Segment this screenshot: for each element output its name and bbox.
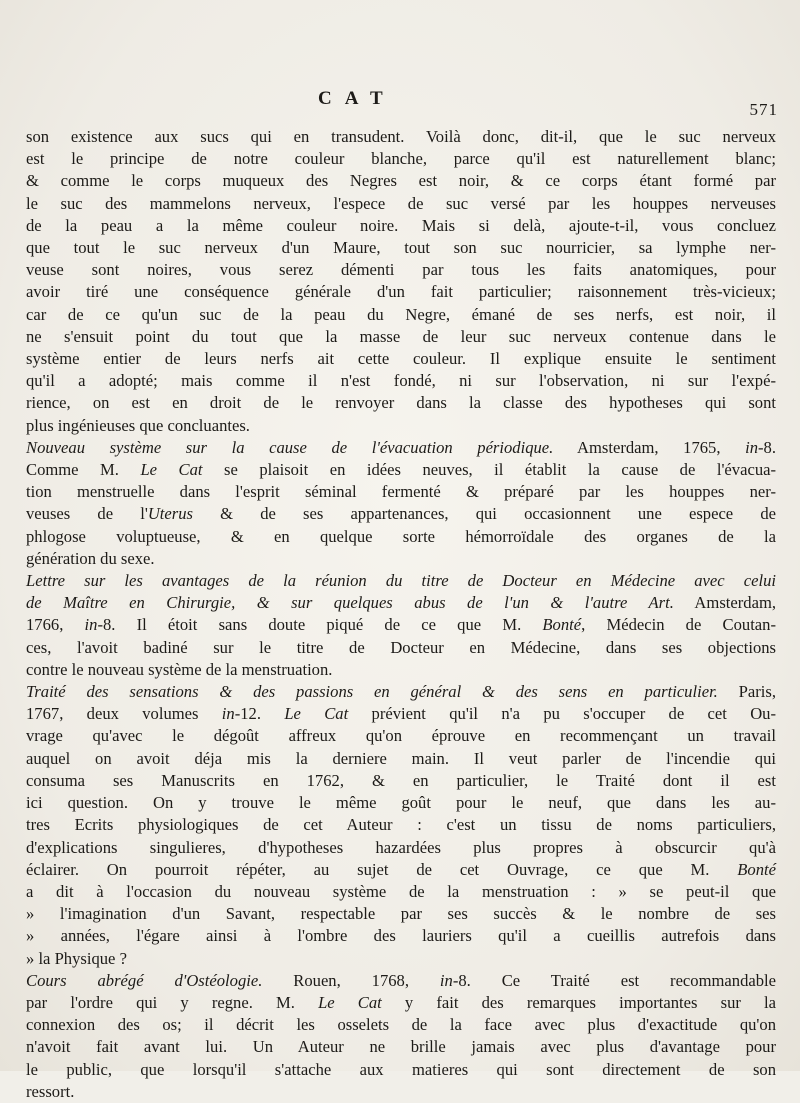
text-line: avoir tiré une conséquence générale d'un fait particulier; raisonnement très-vicieux; [26,282,776,302]
text-line: rience, on est en droit de le renvoyer dans la classe des hypotheses qui sont [26,393,776,413]
text-line: plus ingénieuses que concluantes. [26,415,250,435]
text-line: connexion des os; il décrit les osselets de la face avec plus d'exactitude qu'on [26,1015,776,1035]
text-line: tion menstruelle dans l'esprit séminal fermenté & préparé par les houppes ner- [26,482,776,502]
text-line: Lettre sur les avantages de la réunion du titre de Docteur en Médecine avec celui [26,571,776,591]
text-line: contre le nouveau système de la menstruation. [26,659,333,679]
text-line: & comme le corps muqueux des Negres est noir, & ce corps étant formé par [26,171,776,191]
text-line: qu'il a adopté; mais comme il n'est fondé, ni sur l'observation, ni sur l'expé- [26,371,776,391]
text-line: système entier de leurs nerfs ait cette couleur. Il explique ensuite le sentiment [26,349,776,369]
text-line: ressort. [26,1081,75,1101]
text-line: vrage qu'avec le dégoût affreux qu'on éprouve en recommençant un travail [26,726,776,746]
text-line: son existence aux sucs qui en transudent. Voilà donc, dit-il, que le suc nerveux [26,127,776,146]
text-line: Traité des sensations & des passions en général & des sens en particulier. Paris, [26,682,776,702]
text-line: » la Physique ? [26,948,127,968]
text-line: » l'imagination d'un Savant, respectable par ses succès & le nombre de ses [26,904,776,924]
text-line: est le principe de notre couleur blanche, parce qu'il est naturellement blanc; [26,149,776,169]
text-line: phlogose voluptueuse, & en quelque sorte hémorroïdale des organes de la [26,526,776,546]
text-line: auquel on avoit déja mis la derniere main. Il veut parler de l'incendie qui [26,748,776,768]
text-line: que tout le suc nerveux d'un Maure, tout son suc nourricier, sa lymphe ner- [26,238,776,258]
text-line: Cours abrégé d'Ostéologie. Rouen, 1768, in-8. Ce Traité est recommandable [26,970,777,990]
text-line: Nouveau système sur la cause de l'évacuation périodique. Amsterdam, 1765, in-8. [26,437,776,457]
page-header [0,88,800,118]
text-line: ici question. On y trouve le même goût pour le neuf, que dans les au- [26,793,776,813]
text-line: tres Ecrits physiologiques de cet Auteur : c'est un tissu de noms particuliers, [26,815,776,835]
text-line: ces, l'avoit badiné sur le titre de Docteur en Médecine, dans ses objections [26,637,776,657]
running-head: CAT [318,88,396,109]
text-line: consuma ses Manuscrits en 1762, & en particulier, le Traité dont il est [26,770,776,790]
body-text [26,126,776,1103]
paragraph [26,126,776,437]
text-line: ne s'ensuit point du tout que la masse de leur suc nerveux contenue dans le [26,326,776,346]
text-line: Comme M. Le Cat se plaisoit en idées neuves, il établit la cause de l'évacua- [26,460,777,480]
text-line: veuses de l'Uterus & de ses appartenances, qui occasionnent une espece de [26,504,776,524]
text-line: veuse sont noires, vous serez démenti par tous les faits anatomiques, pour [26,260,776,280]
paragraph [26,681,776,970]
text-line: le public, que lorsqu'il s'attache aux matieres qui sont directement de son [26,1059,776,1079]
text-line: de Maître en Chirurgie, & sur quelques abus de l'un & l'autre Art. Amsterdam, [26,593,776,613]
text-line: génération du sexe. [26,548,155,568]
text-line: éclairer. On pourroit répéter, au sujet de cet Ouvrage, ce que M. Bonté [26,859,776,879]
paragraph [26,970,776,1103]
text-line: n'avoit fait avant lui. Un Auteur ne brille jamais avec plus d'avantage pour [26,1037,776,1057]
text-line: de la peau a la même couleur noire. Mais si delà, ajoute-t-il, vous concluez [26,215,776,235]
paragraph [26,437,776,570]
text-line: par l'ordre qui y regne. M. Le Cat y fait des remarques importantes sur la [26,992,777,1012]
text-line: a dit à l'occasion du nouveau système de la menstruation : » se peut-il que [26,881,776,901]
text-line: » années, l'égare ainsi à l'ombre des lauriers qu'il a cueillis autrefois dans [26,926,776,946]
text-line: d'explications singulieres, d'hypotheses hazardées plus propres à obscurcir qu'à [26,837,776,857]
text-line: 1766, in-8. Il étoit sans doute piqué de ce que M. Bonté, Médecin de Coutan- [26,615,776,635]
text-line: le suc des mammelons nerveux, l'espece de suc versé par les houppes nerveuses [26,193,776,213]
text-line: 1767, deux volumes in-12. Le Cat prévient qu'il n'a pu s'occuper de cet Ou- [26,704,776,724]
page-number: 571 [749,100,778,119]
paragraph [26,570,776,681]
text-line: car de ce qu'un suc de la peau du Negre, émané de ses nerfs, est noir, il [26,304,776,324]
